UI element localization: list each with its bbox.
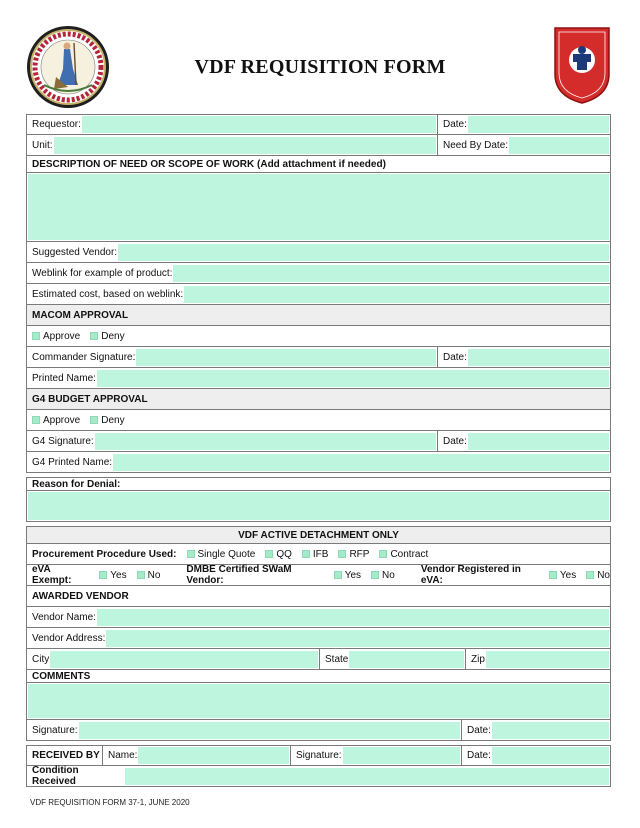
unit-row <box>26 135 611 156</box>
received-signature-field[interactable] <box>343 747 460 764</box>
defense-force-badge-logo <box>553 26 611 104</box>
rfp-option[interactable]: RFP <box>338 549 369 560</box>
vendor-name-label: Vendor Name: <box>32 611 96 623</box>
suggested-vendor-field[interactable] <box>118 244 609 261</box>
description-row <box>26 173 611 242</box>
virginia-seal-logo <box>26 25 110 109</box>
city-state-zip-row <box>26 649 611 670</box>
procurement-row <box>26 544 611 565</box>
vendor-registered-no-option[interactable]: No <box>586 570 610 581</box>
checkbox-icon[interactable] <box>99 571 107 579</box>
eva-exempt-no-option[interactable]: No <box>137 570 161 581</box>
vendor-registered-label: Vendor Registered in eVA: <box>420 564 521 586</box>
checkbox-icon[interactable] <box>302 550 310 558</box>
g4-signature-field[interactable] <box>95 433 436 450</box>
checkbox-icon[interactable] <box>338 550 346 558</box>
commander-signature-field[interactable] <box>136 349 436 366</box>
description-field[interactable] <box>28 174 609 240</box>
zip-label: Zip <box>471 653 485 665</box>
description-heading-row <box>26 156 611 173</box>
checkbox-icon[interactable] <box>90 416 98 424</box>
vendor-name-row <box>26 607 611 628</box>
requestor-field[interactable] <box>82 116 436 133</box>
checkbox-icon[interactable] <box>586 571 594 579</box>
page-title: VDF REQUISITION FORM <box>194 56 446 78</box>
zip-field[interactable] <box>486 651 609 668</box>
comments-label: COMMENTS <box>32 670 91 682</box>
g4-signature-row <box>26 431 611 452</box>
received-signature-label: Signature: <box>296 750 342 761</box>
condition-field[interactable] <box>125 768 609 785</box>
comments-row <box>26 683 611 720</box>
received-date-field[interactable] <box>492 747 609 764</box>
macom-decision-row <box>26 326 611 347</box>
city-field[interactable] <box>50 651 318 668</box>
received-row <box>26 745 611 766</box>
reason-denial-row <box>26 491 611 522</box>
g4-printed-name-label: G4 Printed Name: <box>32 456 113 468</box>
contract-option[interactable]: Contract <box>379 549 428 560</box>
dmbe-no-option[interactable]: No <box>371 570 395 581</box>
macom-date-field[interactable] <box>468 349 609 366</box>
condition-row <box>26 766 611 787</box>
signature-date-field[interactable] <box>492 722 609 739</box>
ifb-option[interactable]: IFB <box>302 549 329 560</box>
g4-deny-option[interactable]: Deny <box>90 415 124 426</box>
macom-approve-option[interactable]: Approve <box>32 331 80 342</box>
checkbox-icon[interactable] <box>90 332 98 340</box>
checkbox-icon[interactable] <box>137 571 145 579</box>
commander-signature-row <box>26 347 611 368</box>
requisition-form <box>26 114 611 787</box>
date-field[interactable] <box>468 116 609 133</box>
g4-date-label: Date: <box>443 435 467 447</box>
signature-date-label: Date: <box>467 724 491 736</box>
suggested-vendor-label: Suggested Vendor: <box>32 246 118 258</box>
vendor-address-field[interactable] <box>106 630 609 647</box>
comments-field[interactable] <box>28 684 609 718</box>
procurement-label: Procurement Procedure Used: <box>32 548 177 560</box>
awarded-heading: AWARDED VENDOR <box>32 590 129 602</box>
received-date-label: Date: <box>467 750 491 761</box>
requestor-label: Requestor: <box>32 119 81 130</box>
checkbox-icon[interactable] <box>334 571 342 579</box>
g4-printed-name-field[interactable] <box>113 454 609 471</box>
unit-label: Unit: <box>32 139 53 151</box>
macom-deny-option[interactable]: Deny <box>90 331 124 342</box>
received-name-label: Name: <box>108 750 138 761</box>
g4-heading-row <box>26 389 611 410</box>
checkbox-icon[interactable] <box>32 332 40 340</box>
state-field[interactable] <box>349 651 464 668</box>
g4-heading: G4 BUDGET APPROVAL <box>27 389 610 409</box>
form-header <box>0 0 640 115</box>
reason-denial-field[interactable] <box>28 492 609 520</box>
need-by-field[interactable] <box>509 137 609 154</box>
printed-name-label: Printed Name: <box>32 372 96 384</box>
macom-heading: MACOM APPROVAL <box>27 305 610 325</box>
g4-approve-option[interactable]: Approve <box>32 415 80 426</box>
printed-name-field[interactable] <box>97 370 609 387</box>
exempt-row <box>26 565 611 586</box>
checkbox-icon[interactable] <box>379 550 387 558</box>
description-heading: DESCRIPTION OF NEED OR SCOPE OF WORK (Add attachment if needed) <box>27 156 610 172</box>
state-label: State <box>325 653 349 665</box>
active-heading: VDF ACTIVE DETACHMENT ONLY <box>27 527 610 543</box>
g4-decision-row <box>26 410 611 431</box>
signature-field[interactable] <box>79 722 460 739</box>
dmbe-label: DMBE Certified SWaM Vendor: <box>186 564 292 586</box>
signature-row <box>26 720 611 741</box>
eva-exempt-yes-option[interactable]: Yes <box>99 570 126 581</box>
estimated-cost-field[interactable] <box>184 286 609 303</box>
requestor-row <box>26 114 611 135</box>
comments-heading-row <box>26 670 611 683</box>
checkbox-icon[interactable] <box>187 550 195 558</box>
checkbox-icon[interactable] <box>371 571 379 579</box>
reason-denial-heading-row <box>26 477 611 491</box>
vendor-address-label: Vendor Address: <box>32 632 106 644</box>
weblink-label: Weblink for example of product: <box>32 267 173 279</box>
checkbox-icon[interactable] <box>32 416 40 424</box>
checkbox-icon[interactable] <box>265 550 273 558</box>
vendor-address-row <box>26 628 611 649</box>
eva-exempt-label: eVA Exempt: <box>32 564 72 586</box>
weblink-field[interactable] <box>173 265 609 282</box>
reason-denial-label: Reason for Denial: <box>32 478 121 490</box>
single-quote-option[interactable]: Single Quote <box>187 549 256 560</box>
g4-signature-label: G4 Signature: <box>32 435 94 447</box>
estimated-cost-label: Estimated cost, based on weblink: <box>32 288 184 300</box>
macom-heading-row <box>26 305 611 326</box>
active-heading-row <box>26 526 611 544</box>
unit-field[interactable] <box>54 137 436 154</box>
vendor-name-field[interactable] <box>97 609 609 626</box>
condition-label: Condition Received <box>32 765 79 787</box>
received-name-field[interactable] <box>138 747 289 764</box>
dmbe-yes-option[interactable]: Yes <box>334 570 361 581</box>
printed-name-row <box>26 368 611 389</box>
date-label: Date: <box>443 119 467 130</box>
qq-option[interactable]: QQ <box>265 549 292 560</box>
need-by-label: Need By Date: <box>443 139 509 151</box>
form-footer: VDF REQUISITION FORM 37-1, JUNE 2020 <box>30 798 190 807</box>
suggested-vendor-row <box>26 242 611 263</box>
g4-date-field[interactable] <box>468 433 609 450</box>
awarded-heading-row <box>26 586 611 607</box>
checkbox-icon[interactable] <box>549 571 557 579</box>
signature-label: Signature: <box>32 724 78 736</box>
commander-signature-label: Commander Signature: <box>32 351 136 363</box>
vendor-registered-yes-option[interactable]: Yes <box>549 570 576 581</box>
estimated-cost-row <box>26 284 611 305</box>
city-label: City <box>32 653 50 665</box>
weblink-row <box>26 263 611 284</box>
received-heading: RECEIVED BY <box>32 750 100 761</box>
macom-date-label: Date: <box>443 351 467 363</box>
g4-printed-name-row <box>26 452 611 473</box>
